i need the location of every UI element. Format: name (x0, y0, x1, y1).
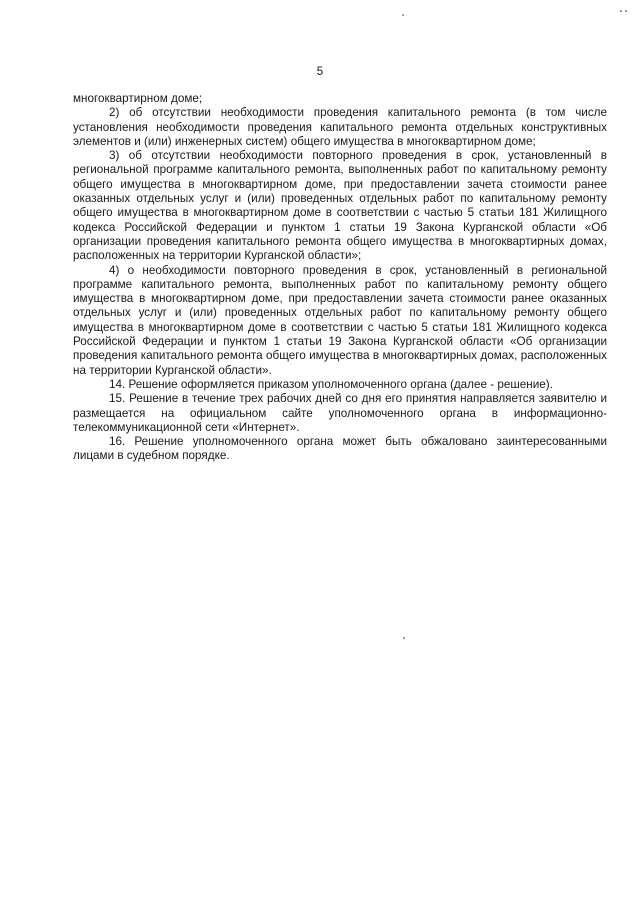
page-number: 5 (316, 66, 324, 78)
paragraph-item-3: 3) об отсутствии необходимости повторного проведения в срок, установленный в региональной программе капитального ремонта, выполненных работ по капитальному ремонту общего имущества в многоквартирном доме, при предоставлении зачета стоимости ранее оказанных отдельных услуг и (или) проведенных отдельных работ по капитальному ремонту общего имущества в многоквартирном доме в соответствии с частью 5 статьи 181 Жилищного кодекса Российской Федерации и пунктом 1 статьи 19 Закона Курганской области «Об организации проведения капитального ремонта общего имущества в многоквартирных домах, расположенных на территории Курганской области»; (73, 149, 607, 263)
paragraph-item-4: 4) о необходимости повторного проведения в срок, установленный в региональной программе капитального ремонта, выполненных работ по капитальному ремонту общего имущества в многоквартирном доме, при предоставлении зачета стоимости ранее оказанных отдельных услуг и (или) проведенных отдельных работ по капитальному ремонту общего имущества в многоквартирном доме в соответствии с частью 5 статьи 181 Жилищного кодекса Российской Федерации и пунктом 1 статьи 19 Закона Курганской области «Об организации проведения капитального ремонта общего имущества в многоквартирных домах, расположенных на территории Курганской области». (73, 263, 607, 377)
paragraph-continuation: многоквартирном доме; (73, 92, 203, 105)
scan-speck (403, 637, 405, 639)
scan-speck (402, 14, 404, 16)
paragraph-clause-15: 15. Решение в течение трех рабочих дней со дня его принятия направляется заявителю и размещается на официальном сайте уполномоченного органа в информационно-телекоммуникационной сети «Интернет». (73, 392, 607, 434)
paragraph-item-2: 2) об отсутствии необходимости проведения капитального ремонта (в том числе установления необходимости проведения капитального ремонта отдельных конструктивных элементов и (или) инженерных систем) общего имущества в многоквартирном доме; (73, 106, 607, 148)
paragraph-clause-16: 16. Решение уполномоченного органа может быть обжаловано заинтересованными лицами в судебном порядке. (73, 435, 607, 463)
scan-speck (625, 10, 627, 12)
scan-speck (620, 10, 622, 12)
document-body (73, 92, 607, 464)
paragraph-clause-14: 14. Решение оформляется приказом уполномоченного органа (далее - решение). (109, 377, 553, 391)
